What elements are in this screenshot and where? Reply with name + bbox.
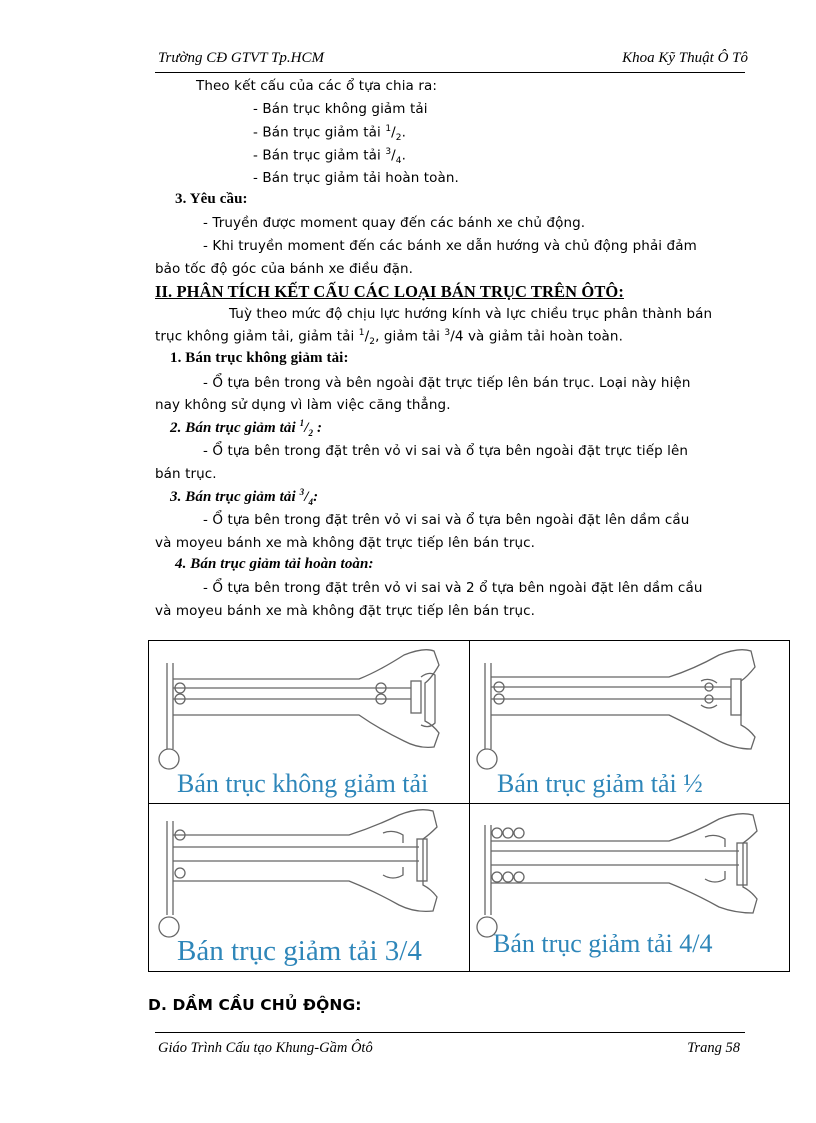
header-department: Khoa Kỹ Thuật Ô Tô: [622, 50, 748, 66]
classification-intro: Theo kết cấu của các ổ tựa chia ra:: [196, 78, 437, 94]
section-d-heading: D. DẦM CẦU CHỦ ĐỘNG:: [148, 996, 362, 1014]
subsection-4-line-2: và moyeu bánh xe mà không đặt trực tiếp lên bán trục.: [155, 603, 536, 619]
footer-page-number: Trang 58: [687, 1040, 740, 1056]
classification-item-4: - Bán trục giảm tải hoàn toàn.: [253, 170, 459, 186]
subsection-1-line-1: - Ổ tựa bên trong và bên ngoài đặt trực tiếp lên bán trục. Loại này hiện: [203, 375, 691, 391]
subsection-2-heading: 2. Bán trục giảm tải $^1/_2$ :: [170, 418, 323, 438]
footer-book-title: Giáo Trình Cấu tạo Khung-Gầm Ôtô: [158, 1040, 373, 1056]
subsection-4-heading: 4. Bán trục giảm tải hoàn toàn:: [175, 556, 374, 572]
subsection-4-line-1: - Ổ tựa bên trong đặt trên vỏ vi sai và 2 ổ tựa bên ngoài đặt lên dầm cầu: [203, 580, 703, 596]
requirements-line-1: - Truyền được moment quay đến các bánh xe chủ động.: [203, 215, 586, 231]
section-2-intro-line-1: Tuỳ theo mức độ chịu lực hướng kính và lực chiều trục phân thành bán: [229, 306, 713, 322]
section-2-intro-line-2: trục không giảm tải, giảm tải $^1/_2$, giảm tải $^3$/4 và giảm tải hoàn toàn.: [155, 328, 623, 348]
subsection-1-heading: 1. Bán trục không giảm tải:: [170, 350, 349, 366]
caption-full-floating: Bán trục giảm tải 4/4: [493, 929, 713, 958]
classification-item-1: - Bán trục không giảm tải: [253, 101, 428, 117]
caption-three-quarter-floating: Bán trục giảm tải 3/4: [177, 935, 422, 967]
subsection-2-line-2: bán trục.: [155, 466, 217, 482]
diagram-full-floating: [469, 803, 789, 968]
subsection-1-line-2: nay không sử dụng vì làm việc căng thẳng.: [155, 397, 451, 413]
diagram-semi-floating: [469, 641, 789, 806]
diagram-non-floating: [149, 641, 469, 806]
diagram-three-quarter-floating: [149, 803, 469, 968]
footer-rule: [155, 1032, 745, 1033]
subsection-3-line-1: - Ổ tựa bên trong đặt trên vỏ vi sai và ổ tựa bên ngoài đặt lên dầm cầu: [203, 512, 690, 528]
requirements-heading: 3. Yêu cầu:: [175, 191, 248, 207]
section-2-heading: II. PHÂN TÍCH KẾT CẤU CÁC LOẠI BÁN TRỤC TRÊN ÔTÔ:: [155, 282, 624, 301]
axle-shaft-figure: [148, 640, 790, 972]
caption-non-floating: Bán trục không giảm tải: [177, 769, 429, 798]
classification-item-3: - Bán trục giảm tải $^3/_4$.: [253, 147, 407, 167]
subsection-2-line-1: - Ổ tựa bên trong đặt trên vỏ vi sai và ổ tựa bên ngoài đặt trực tiếp lên: [203, 443, 689, 459]
header-rule: [155, 72, 745, 73]
header-school: Trường CĐ GTVT Tp.HCM: [158, 50, 324, 66]
requirements-line-3: bảo tốc độ góc của bánh xe điều đặn.: [155, 261, 414, 277]
subsection-3-line-2: và moyeu bánh xe mà không đặt trực tiếp lên bán trục.: [155, 535, 536, 551]
requirements-line-2: - Khi truyền moment đến các bánh xe dẫn hướng và chủ động phải đảm: [203, 238, 697, 254]
subsection-3-heading: 3. Bán trục giảm tải $^3/_4$:: [170, 487, 319, 507]
classification-item-2: - Bán trục giảm tải $^1/_2$.: [253, 124, 407, 144]
caption-semi-floating: Bán trục giảm tải ½: [497, 769, 703, 798]
